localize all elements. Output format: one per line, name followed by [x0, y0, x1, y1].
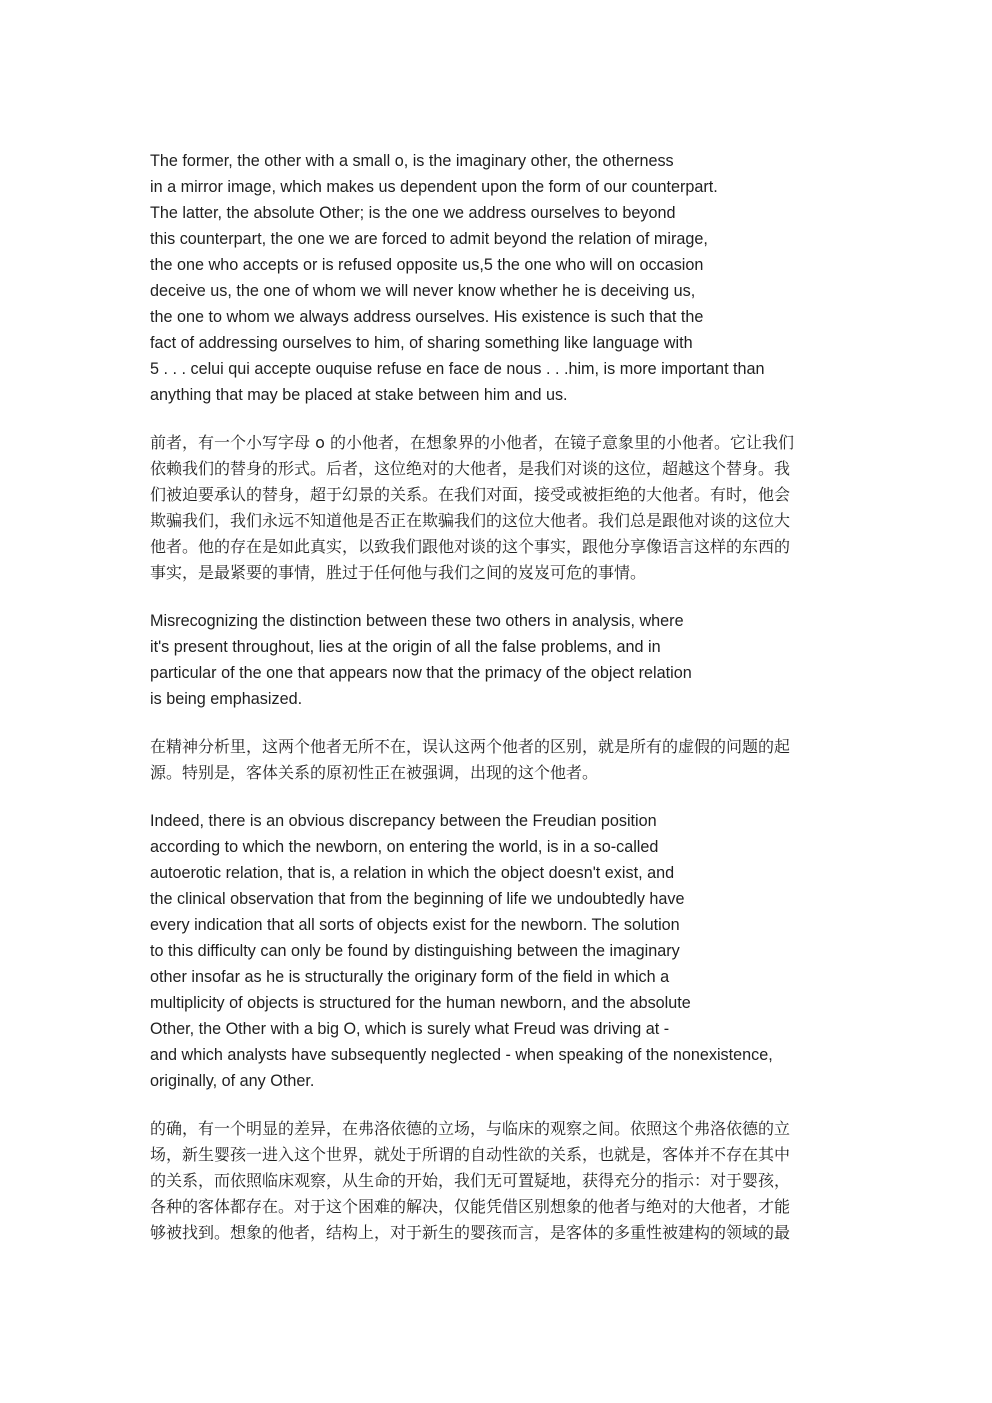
text-line: 够被找到。想象的他者，结构上，对于新生的婴孩而言，是客体的多重性被建构的领域的最 — [150, 1223, 791, 1242]
text-line: 5 . . . celui qui accepte ouquise refuse en face de nous . . .him, is more important than — [150, 360, 765, 378]
text-line: autoerotic relation, that is, a relation in which the object doesn't exist, and — [150, 864, 675, 882]
english-paragraph-3 — [150, 808, 850, 1094]
text-line: particular of the one that appears now that the primacy of the object relation — [150, 664, 692, 682]
text-line: 们被迫要承认的替身，超于幻景的关系。在我们对面，接受或被拒绝的大他者。有时，他会 — [150, 485, 791, 504]
text-line: 在精神分析里，这两个他者无所不在，误认这两个他者的区别，就是所有的虚假的问题的起 — [150, 737, 791, 756]
text-line: this counterpart, the one we are forced to admit beyond the relation of mirage, — [150, 230, 708, 248]
text-line: fact of addressing ourselves to him, of sharing something like language with — [150, 334, 693, 352]
text-line: 依赖我们的替身的形式。后者，这位绝对的大他者，是我们对谈的这位，超越这个替身。我 — [150, 459, 791, 478]
text-line: is being emphasized. — [150, 690, 303, 708]
text-line: Other, the Other with a big O, which is surely what Freud was driving at - — [150, 1020, 670, 1038]
text-line: 他者。他的存在是如此真实，以致我们跟他对谈的这个事实，跟他分享像语言这样的东西的 — [150, 537, 791, 556]
text-line: Misrecognizing the distinction between these two others in analysis, where — [150, 612, 684, 630]
text-line: 前者，有一个小写字母 o 的小他者，在想象界的小他者，在镜子意象里的小他者。它让我们 — [150, 433, 794, 452]
text-line: The latter, the absolute Other; is the one we address ourselves to beyond — [150, 204, 676, 222]
text-line: originally, of any Other. — [150, 1072, 315, 1090]
text-line: The former, the other with a small o, is the imaginary other, the otherness — [150, 152, 674, 170]
chinese-paragraph-1 — [150, 430, 844, 586]
text-line: Indeed, there is an obvious discrepancy between the Freudian position — [150, 812, 657, 830]
text-line: the one to whom we always address ourselves. His existence is such that the — [150, 308, 704, 326]
text-line: 欺骗我们，我们永远不知道他是否正在欺骗我们的这位大他者。我们总是跟他对谈的这位大 — [150, 511, 791, 530]
text-line: the one who accepts or is refused opposite us,5 the one who will on occasion — [150, 256, 704, 274]
text-line: according to which the newborn, on entering the world, is in a so-called — [150, 838, 659, 856]
text-line: anything that may be placed at stake between him and us. — [150, 386, 568, 404]
text-line: multiplicity of objects is structured for the human newborn, and the absolute — [150, 994, 691, 1012]
text-line: the clinical observation that from the beginning of life we undoubtedly have — [150, 890, 685, 908]
chinese-paragraph-2 — [150, 734, 844, 786]
text-line: 场，新生婴孩一进入这个世界，就处于所谓的自动性欲的关系，也就是，客体并不存在其中 — [150, 1145, 791, 1164]
chinese-paragraph-3 — [150, 1116, 844, 1246]
text-line: 的确，有一个明显的差异，在弗洛依德的立场，与临床的观察之间。依照这个弗洛依德的立 — [150, 1119, 791, 1138]
text-line: 的关系，而依照临床观察，从生命的开始，我们无可置疑地，获得充分的指示：对于婴孩， — [150, 1171, 791, 1190]
text-line: and which analysts have subsequently neglected - when speaking of the nonexistence, — [150, 1046, 773, 1064]
document-page — [150, 148, 850, 1268]
text-line: 各种的客体都存在。对于这个困难的解决，仅能凭借区别想象的他者与绝对的大他者，才能 — [150, 1197, 791, 1216]
text-line: deceive us, the one of whom we will never know whether he is deceiving us, — [150, 282, 696, 300]
english-paragraph-2 — [150, 608, 850, 712]
text-line: other insofar as he is structurally the originary form of the field in which a — [150, 968, 670, 986]
text-line: to this difficulty can only be found by distinguishing between the imaginary — [150, 942, 680, 960]
text-line: 源。特别是，客体关系的原初性正在被强调，出现的这个他者。 — [150, 763, 599, 782]
text-line: in a mirror image, which makes us dependent upon the form of our counterpart. — [150, 178, 718, 196]
text-line: every indication that all sorts of objects exist for the newborn. The solution — [150, 916, 680, 934]
text-line: it's present throughout, lies at the origin of all the false problems, and in — [150, 638, 661, 656]
text-line: 事实，是最紧要的事情，胜过于任何他与我们之间的岌岌可危的事情。 — [150, 563, 647, 582]
english-paragraph-1 — [150, 148, 850, 408]
